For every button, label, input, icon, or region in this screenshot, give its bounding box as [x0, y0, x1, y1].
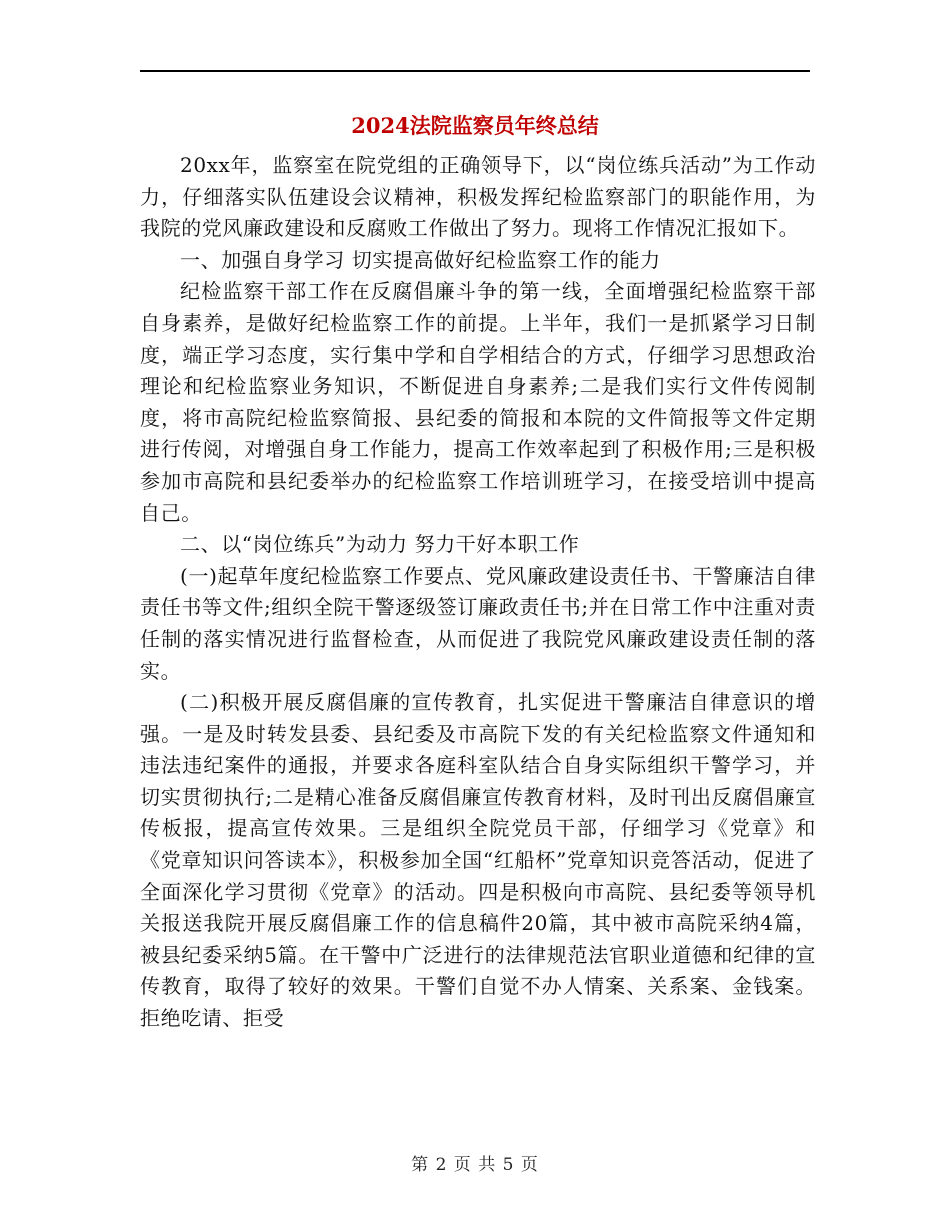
section-heading-2: 二、以“岗位练兵”为动力 努力干好本职工作: [180, 532, 580, 557]
page-number: 第 2 页 共 5 页: [411, 1155, 539, 1175]
paragraph-section-1: 纪检监察干部工作在反腐倡廉斗争的第一线，全面增强纪检监察干部自身素养，是做好纪检监察工作的前提。上半年，我们一是抓紧学习日制度，端正学习态度，实行集中学和自学相结合的方式，仔细学习思想政治理论和纪检监察业务知识，不断促进自身素养;二是我们实行文件传阅制度，将市高院纪检监察简报、县纪委的简报和本院的文件简报等文件定期进行传阅，对增强自身工作能力，提高工作效率起到了积极作用;三是积极参加市高院和县纪委举办的纪检监察工作培训班学习，在接受培训中提高自己。: [140, 279, 816, 525]
paragraph-item-1: (一)起草年度纪检监察工作要点、党风廉政建设责任书、干警廉洁自律责任书等文件;组织全院干警逐级签订廉政责任书;并在日常工作中注重对责任制的落实情况进行监督检查，从而促进了我院党风廉政建设责任制的落实。: [140, 563, 816, 683]
header-rule: [140, 70, 810, 72]
page-footer: [0, 1153, 950, 1177]
document-title: 2024法院监察员年终总结: [351, 113, 599, 138]
section-heading-1: 一、加强自身学习 切实提高做好纪检监察工作的能力: [180, 247, 661, 272]
paragraph-intro: 20xx年，监察室在院党组的正确领导下，以“岗位练兵活动”为工作动力，仔细落实队伍建设会议精神，积极发挥纪检监察部门的职能作用，为我院的党风廉政建设和反腐败工作做出了努力。现将工作情况汇报如下。: [140, 153, 816, 241]
document-body: [140, 150, 816, 1035]
paragraph-item-2: (二)积极开展反腐倡廉的宣传教育，扎实促进干警廉洁自律意识的增强。一是及时转发县委、县纪委及市高院下发的有关纪检监察文件通知和违法违纪案件的通报，并要求各庭科室队结合自身实际组织干警学习，并切实贯彻执行;二是精心准备反腐倡廉宣传教育材料，及时刊出反腐倡廉宣传板报，提高宣传效果。三是组织全院党员干部，仔细学习《党章》和《党章知识问答读本》，积极参加全国“红船杯”党章知识竞答活动，促进了全面深化学习贯彻《党章》的活动。四是积极向市高院、县纪委等领导机关报送我院开展反腐倡廉工作的信息稿件20篇，其中被市高院采纳4篇，被县纪委采纳5篇。在干警中广泛进行的法律规范法官职业道德和纪律的宣传教育，取得了较好的效果。干警们自觉不办人情案、关系案、金钱案。拒绝吃请、拒受: [140, 690, 816, 1031]
